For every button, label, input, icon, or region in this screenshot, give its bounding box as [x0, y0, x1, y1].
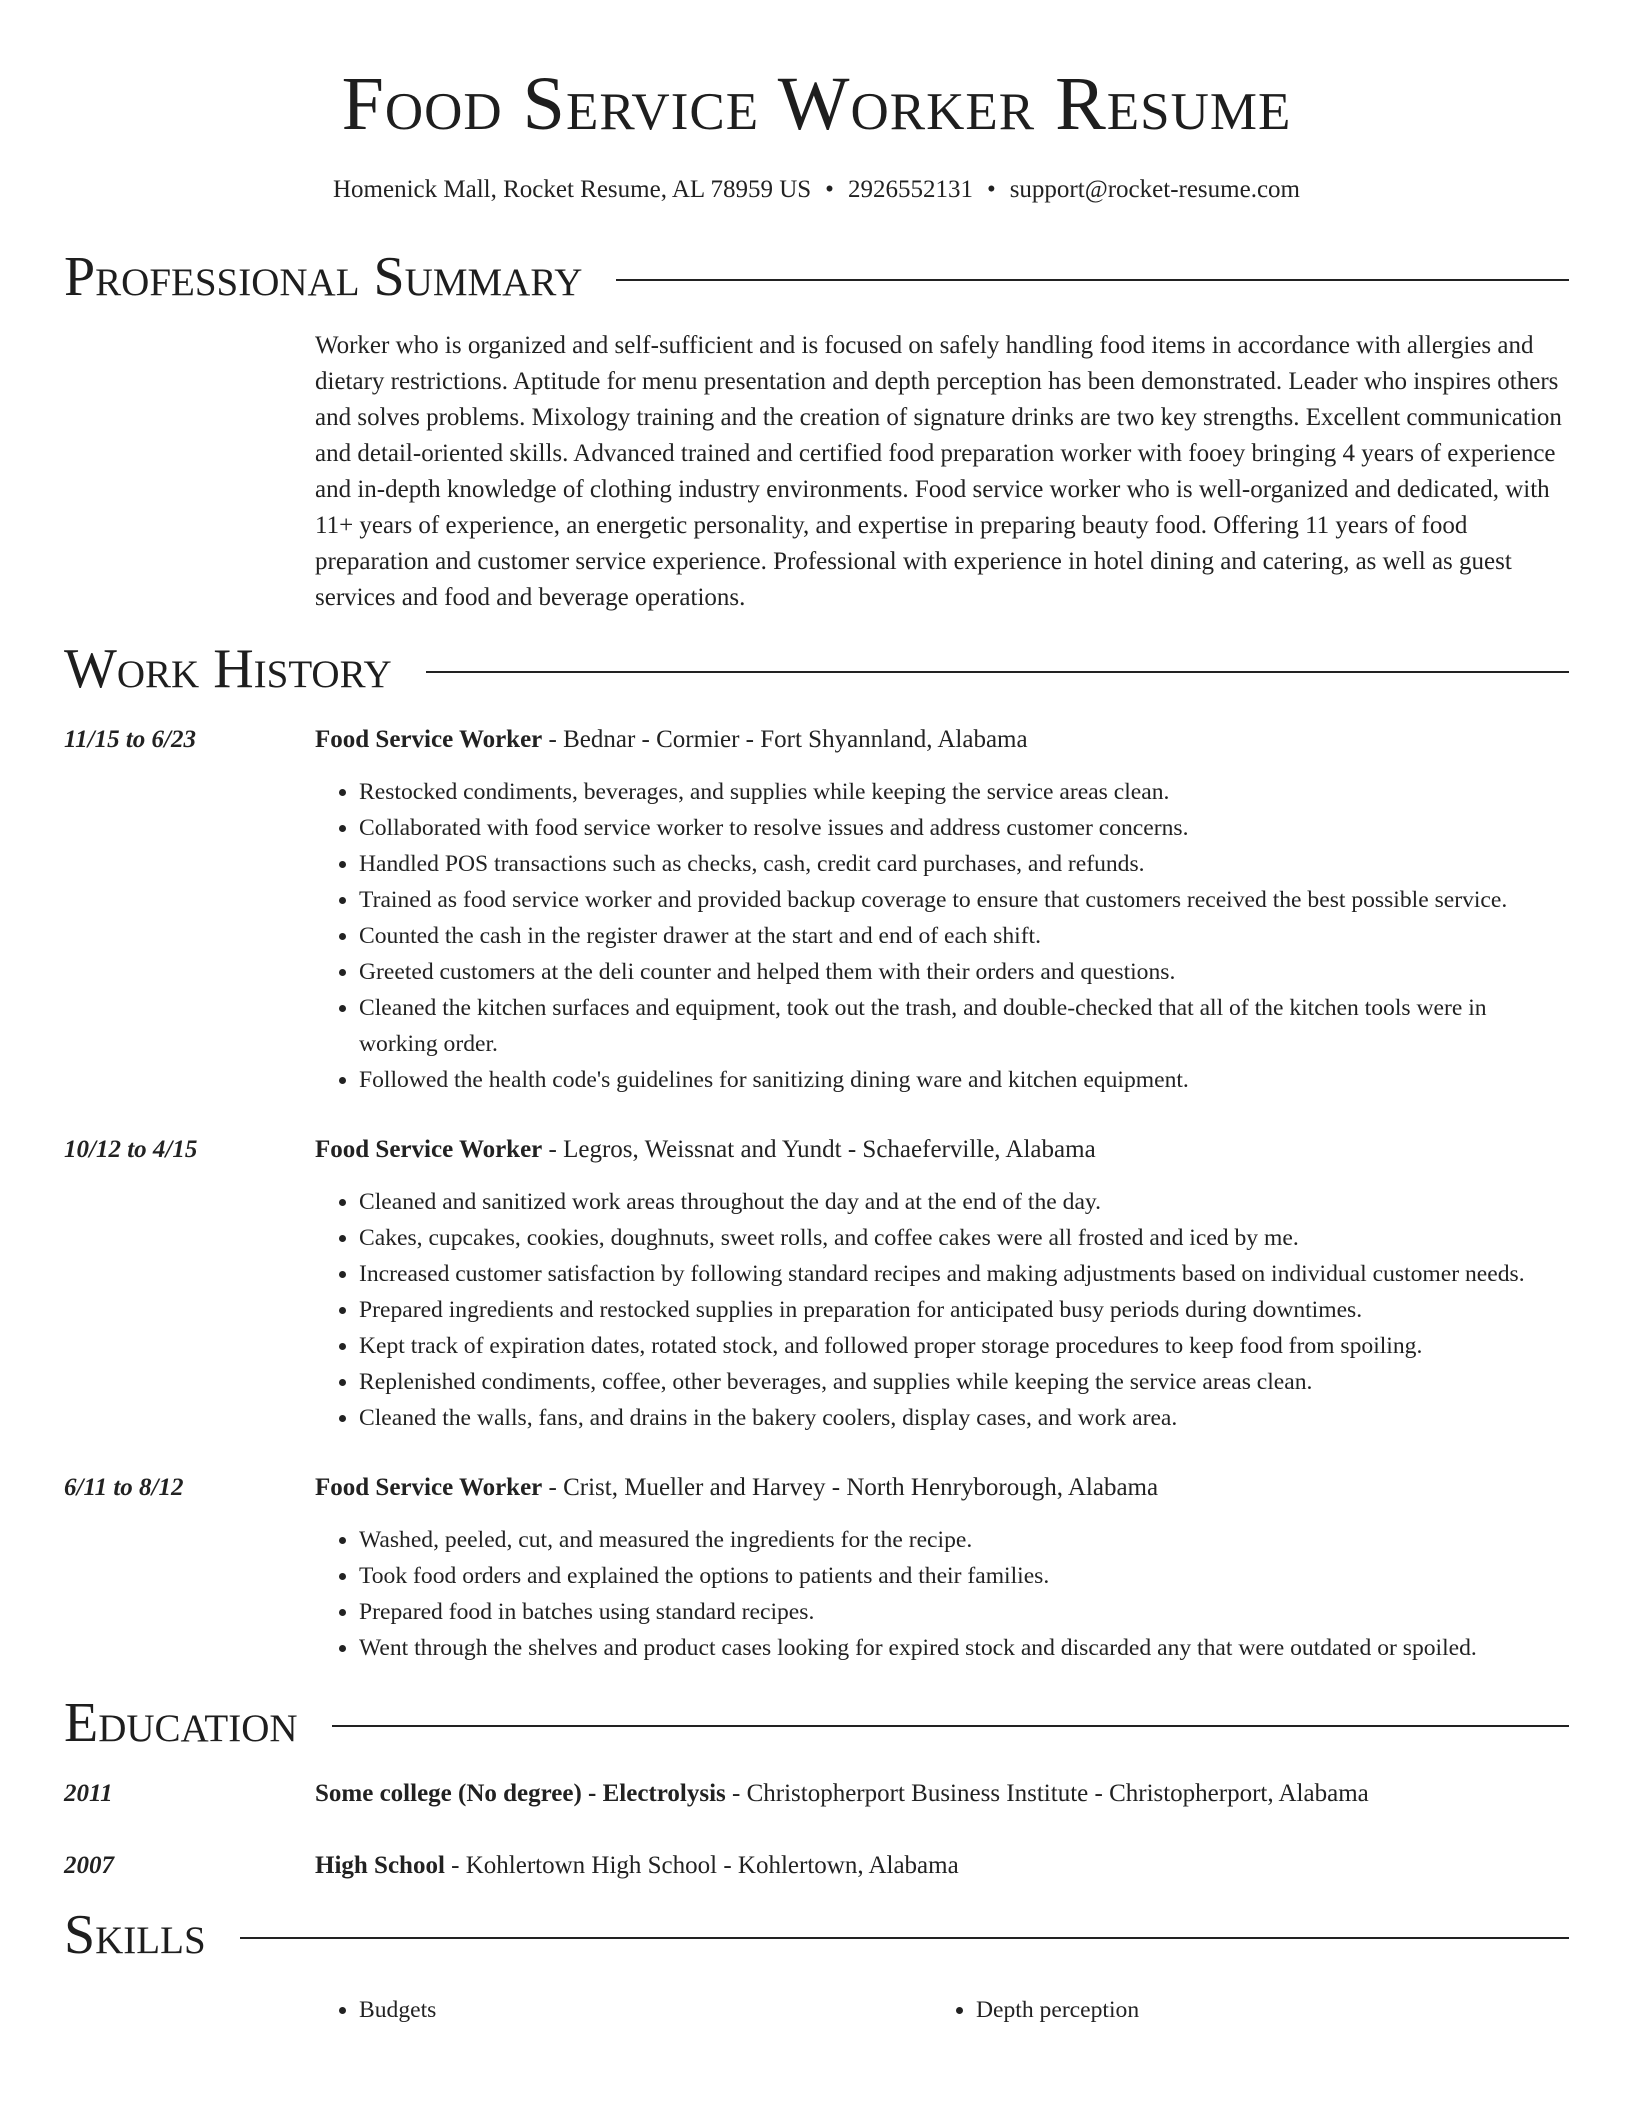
list-item: • Followed the health code's guidelines for sanitizing dining ware and kitchen equipment. [359, 1062, 1569, 1098]
list-item: • Replenished condiments, coffee, other beverages, and supplies while keeping the service areas clean. [359, 1364, 1569, 1400]
contact-separator: • [986, 176, 996, 203]
list-item: • Cleaned and sanitized work areas throughout the day and at the end of the day. [359, 1184, 1569, 1220]
job-bullets [315, 1184, 1569, 1436]
contact-line [64, 174, 1569, 206]
list-item: • Cleaned the walls, fans, and drains in the bakery coolers, display cases, and work area. [359, 1400, 1569, 1436]
section-title-skills: Skills [64, 1904, 206, 1966]
resume-title: Food Service Worker Resume [341, 62, 1292, 146]
summary-spacer [64, 328, 315, 616]
list-item: • Collaborated with food service worker to resolve issues and address customer concerns. [359, 810, 1569, 846]
education-degree: Some college (No degree) - Electrolysis [315, 1780, 726, 1807]
list-item: • Greeted customers at the deli counter and helped them with their orders and questions. [359, 954, 1569, 990]
section-divider [240, 1937, 1569, 1939]
list-item: • Washed, peeled, cut, and measured the ingredients for the recipe. [359, 1522, 1569, 1558]
work-section-header [64, 638, 1569, 700]
contact-email: support@rocket-resume.com [1009, 176, 1300, 203]
education-school: - Kohlertown High School - Kohlertown, Alabama [444, 1852, 959, 1879]
resume-page [64, 0, 1569, 2028]
skills-column-2 [932, 1992, 1549, 2028]
job-employer: - Bednar - Cormier - Fort Shyannland, Alabama [542, 726, 1028, 753]
job-heading [315, 1132, 1569, 1168]
job-entry [64, 722, 1569, 1098]
job-employer: - Legros, Weissnat and Yundt - Schaeferville, Alabama [542, 1136, 1096, 1163]
list-item: • Kept track of expiration dates, rotated stock, and followed proper storage procedures to keep food from spoiling. [359, 1328, 1569, 1364]
list-item: • Cakes, cupcakes, cookies, doughnuts, sweet rolls, and coffee cakes were all frosted and iced by me. [359, 1220, 1569, 1256]
education-entry [64, 1776, 1569, 1812]
list-item: • Counted the cash in the register drawer at the start and end of each shift. [359, 918, 1569, 954]
summary-text: Worker who is organized and self-sufficient and is focused on safely handling food items in accordance with allergies and dietary restrictions. Aptitude for menu presentation and depth perception has been demonstrated. Leader who inspires others and solves problems. Mixology training and the creation of signature drinks are two key strengths. Excellent communication and detail-oriented skills. Advanced trained and certified food preparation worker with fooey bringing 4 years of experience and in-depth knowledge of clothing industry environments. Food service worker who is well-organized and dedicated, with 11+ years of experience, an energetic personality, and expertise in preparing beauty food. Offering 11 years of food preparation and customer service experience. Professional with experience in hotel dining and catering, as well as guest services and food and beverage operations. [315, 332, 1562, 611]
job-heading [315, 722, 1569, 758]
contact-phone: 2926552131 [847, 176, 973, 203]
education-school: - Christopherport Business Institute - Christopherport, Alabama [725, 1780, 1369, 1807]
skills-section-header [64, 1904, 1569, 1966]
job-entry [64, 1132, 1569, 1436]
list-item: • Prepared ingredients and restocked supplies in preparation for anticipated busy periods during downtimes. [359, 1292, 1569, 1328]
education-section-header [64, 1692, 1569, 1754]
education-heading [315, 1848, 1569, 1884]
section-title-summary: Professional Summary [64, 246, 583, 308]
list-item: • Prepared food in batches using standard recipes. [359, 1594, 1569, 1630]
job-role: Food Service Worker [315, 1474, 543, 1501]
section-divider [426, 671, 1569, 673]
job-dates: 11/15 to 6/23 [64, 726, 196, 753]
job-role: Food Service Worker [315, 1136, 543, 1163]
list-item: • Took food orders and explained the options to patients and their families. [359, 1558, 1569, 1594]
section-divider [616, 279, 1569, 281]
list-item: • Trained as food service worker and provided backup coverage to ensure that customers received the best possible service. [359, 882, 1569, 918]
skill-item: • Budgets [359, 1992, 932, 2028]
list-item: • Cleaned the kitchen surfaces and equipment, took out the trash, and double-checked that all of the kitchen tools were in working order. [359, 990, 1569, 1062]
education-entry [64, 1848, 1569, 1884]
contact-address: Homenick Mall, Rocket Resume, AL 78959 US [332, 176, 812, 203]
skills-column-1 [315, 1992, 932, 2028]
contact-separator: • [825, 176, 834, 203]
section-title-education: Education [64, 1692, 298, 1754]
job-dates: 6/11 to 8/12 [64, 1474, 184, 1501]
job-entry [64, 1470, 1569, 1666]
list-item: • Increased customer satisfaction by following standard recipes and making adjustments based on individual customer needs. [359, 1256, 1569, 1292]
list-item: • Went through the shelves and product cases looking for expired stock and discarded any that were outdated or spoiled. [359, 1630, 1569, 1666]
education-year: 2007 [64, 1852, 114, 1879]
skills-row [64, 1992, 1569, 2028]
skill-item: • Depth perception [976, 1992, 1549, 2028]
job-heading [315, 1470, 1569, 1506]
section-divider [332, 1725, 1569, 1727]
job-dates: 10/12 to 4/15 [64, 1136, 198, 1163]
job-bullets [315, 774, 1569, 1098]
job-bullets [315, 1522, 1569, 1666]
list-item: • Handled POS transactions such as checks, cash, credit card purchases, and refunds. [359, 846, 1569, 882]
education-degree: High School [315, 1852, 445, 1879]
job-employer: - Crist, Mueller and Harvey - North Henryborough, Alabama [542, 1474, 1159, 1501]
summary-section-header [64, 246, 1569, 308]
list-item: • Restocked condiments, beverages, and supplies while keeping the service areas clean. [359, 774, 1569, 810]
education-heading [315, 1776, 1569, 1812]
education-year: 2011 [64, 1780, 113, 1807]
section-title-work: Work History [64, 638, 392, 700]
summary-row [64, 328, 1569, 616]
job-role: Food Service Worker [315, 726, 543, 753]
